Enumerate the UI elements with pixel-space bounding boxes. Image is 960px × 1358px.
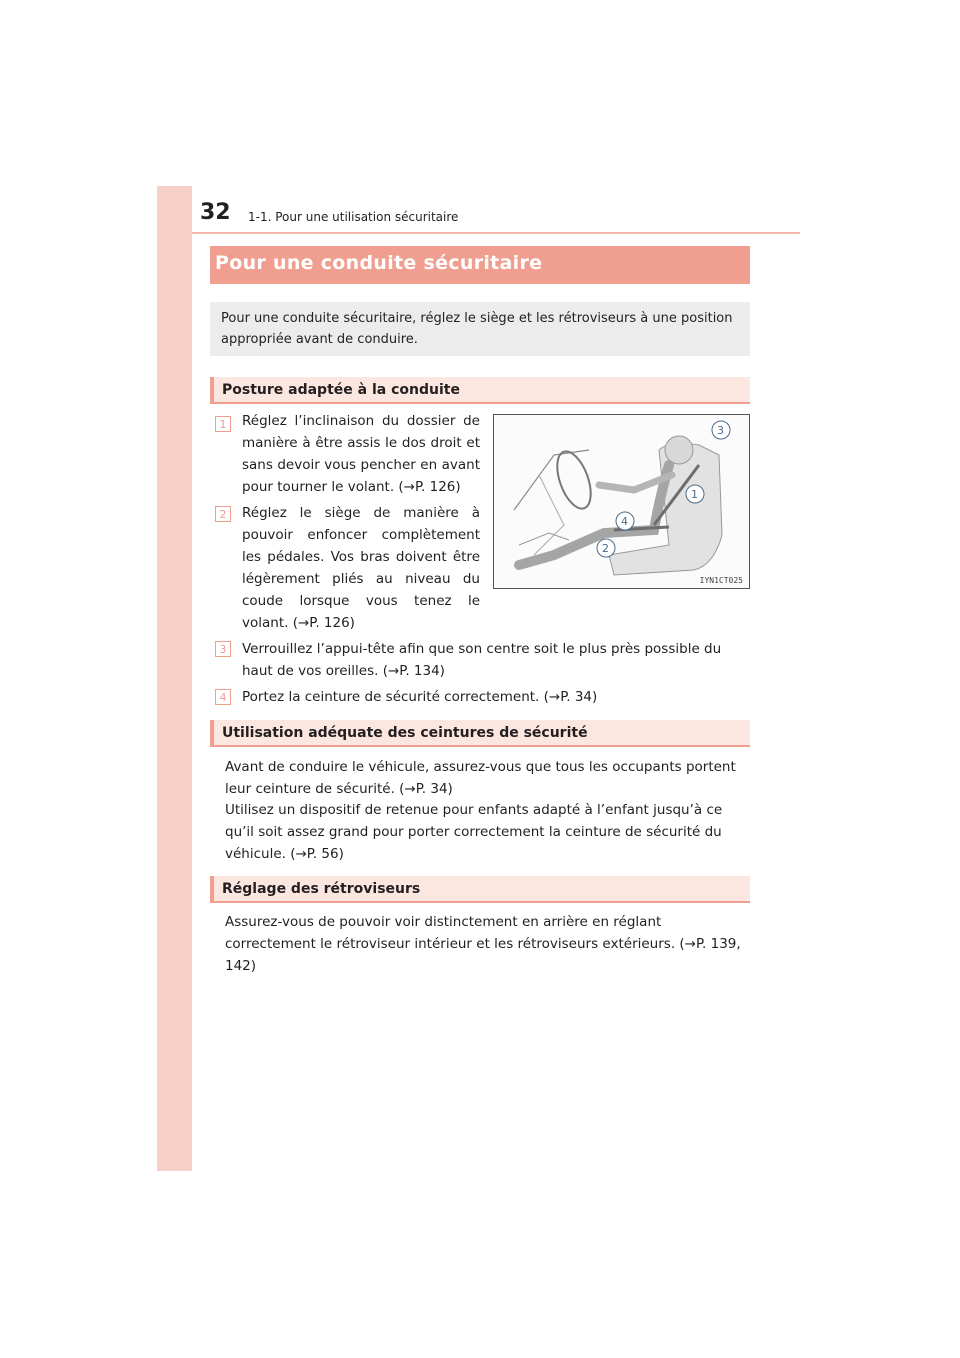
seatbelt-paragraph-1: Avant de conduire le véhicule, assurez-vous que tous les occupants portent leur ceinture de sécurité. (→P. 34) (225, 759, 736, 797)
item-text-2: Réglez le siège de manière à pouvoir enfoncer complètement les pédales. Vos bras doivent être légèrement pliés au niveau du coude lorsque vous tenez le volant. (→P. 126) (242, 505, 480, 631)
callout-4: 4 (621, 515, 628, 528)
section-title: Utilisation adéquate des ceintures de sécurité (222, 725, 588, 741)
intro-text: Pour une conduite sécuritaire, réglez le siège et les rétroviseurs à une position appropriée avant de conduire. (221, 311, 733, 347)
item-number-4: 4 (215, 689, 231, 705)
item-text-3: Verrouillez l’appui-tête afin que son centre soit le plus près possible du haut de vos oreilles. (→P. 134) (242, 641, 722, 679)
callout-1: 1 (691, 488, 698, 501)
header-divider (192, 232, 800, 234)
callout-3: 3 (717, 424, 724, 437)
seatbelt-paragraph-2: Utilisez un dispositif de retenue pour enfants adapté à l’enfant jusqu’à ce qu’il soit assez grand pour porter correctement la ceinture de sécurité du véhicule. (→P. 56) (225, 802, 723, 862)
section-heading-mirrors (210, 876, 750, 903)
page-number: 32 (200, 200, 231, 225)
item-number-2: 2 (215, 506, 231, 522)
section-title: Posture adaptée à la conduite (222, 382, 460, 398)
section-title: Réglage des rétroviseurs (222, 881, 421, 897)
side-tab (157, 186, 192, 1171)
item-number-3: 3 (215, 641, 231, 657)
item-number-1: 1 (215, 416, 231, 432)
driving-posture-illustration (493, 414, 750, 589)
mirror-paragraph: Assurez-vous de pouvoir voir distinctement en arrière en réglant correctement le rétroviseur intérieur et les rétroviseurs extérieurs. (→P. 139, 142) (225, 914, 741, 974)
page-title: Pour une conduite sécuritaire (215, 252, 543, 274)
item-text-1: Réglez l’inclinaison du dossier de manière à être assis le dos droit et sans devoir vous pencher en avant pour tourner le volant. (→P. 126) (242, 413, 480, 495)
section-heading-posture (210, 377, 750, 404)
callout-2: 2 (602, 542, 609, 555)
intro-box (210, 302, 750, 356)
section-heading-seatbelts (210, 720, 750, 747)
item-text-4: Portez la ceinture de sécurité correctement. (→P. 34) (242, 689, 598, 705)
page-title-bar (210, 246, 750, 284)
chapter-title: 1-1. Pour une utilisation sécuritaire (248, 210, 459, 224)
figure-code: IYN1CT025 (699, 576, 743, 585)
driver-seat-drawing (494, 415, 749, 588)
